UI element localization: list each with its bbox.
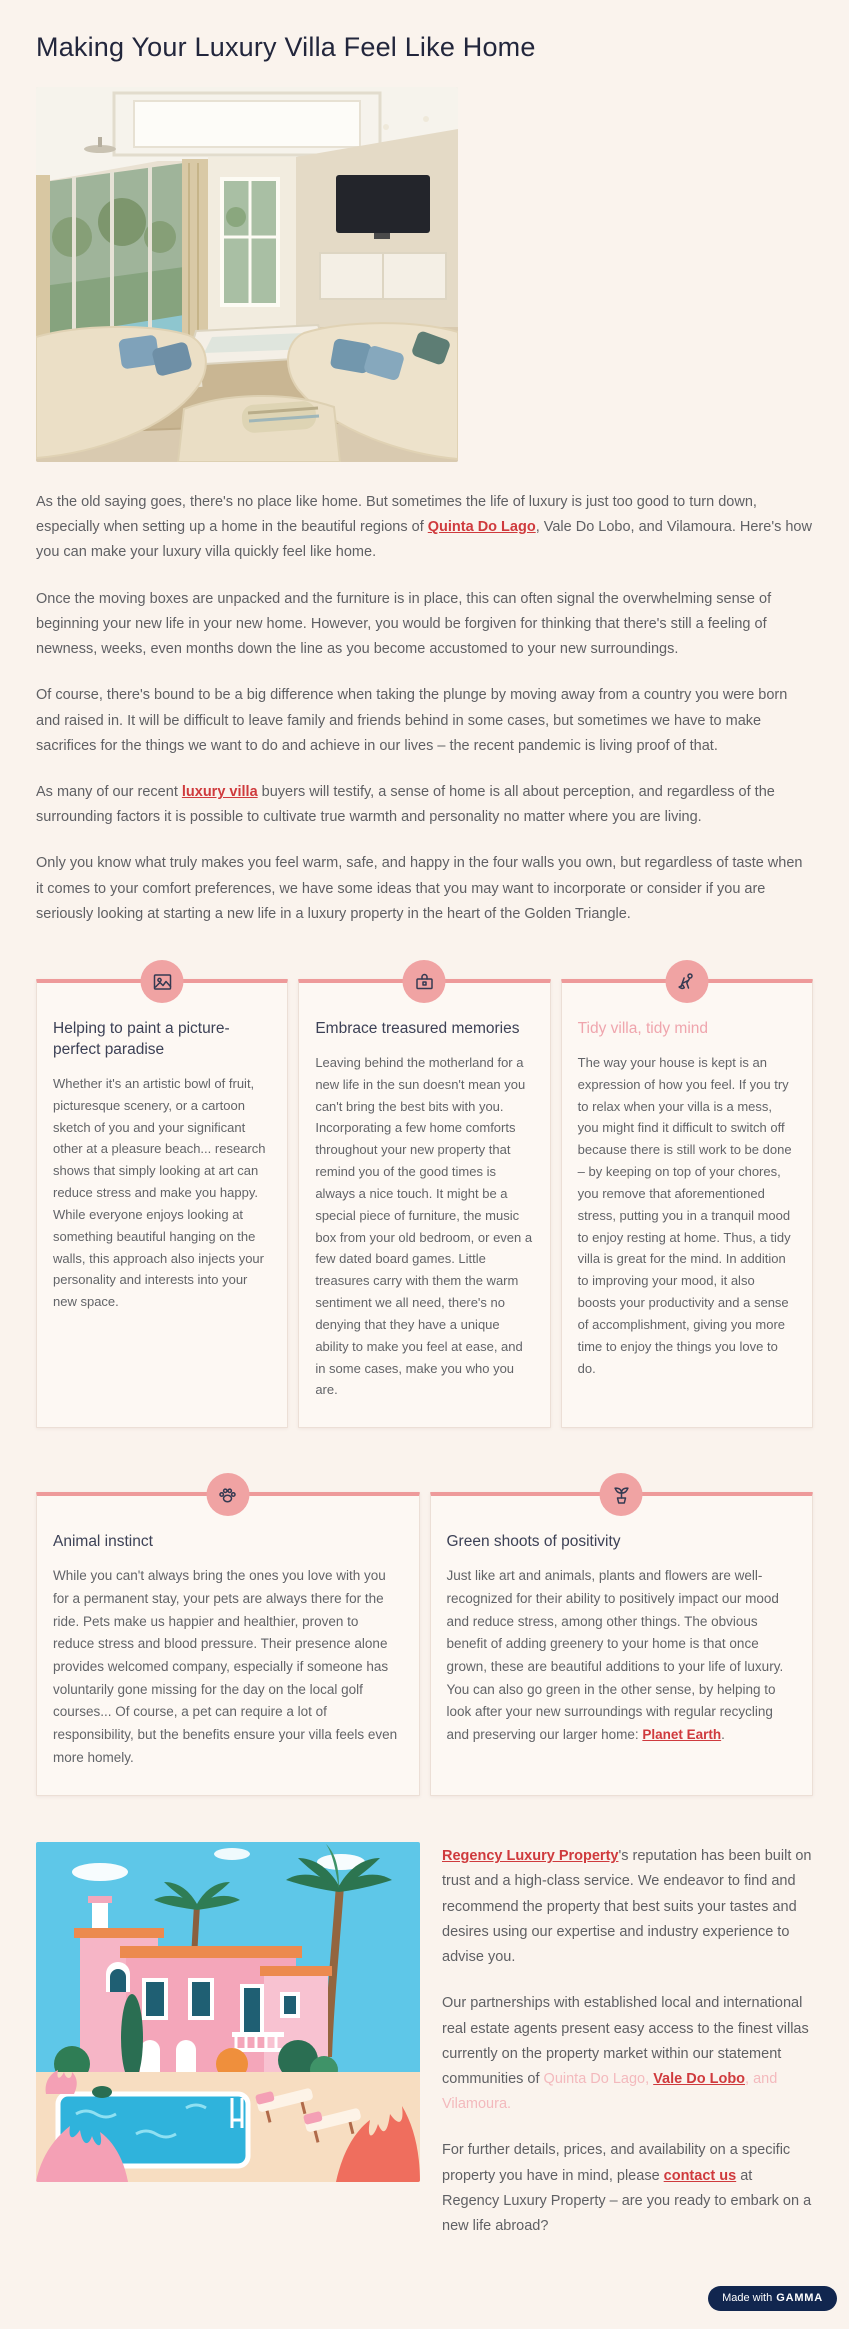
card-green-text-2: . (721, 1726, 725, 1742)
card-green-text: Just like art and animals, plants and flowers are well-recognized for their ability to positively impact our mood and reduce stress, among other things. The obvious benefit of adding greenery to your home is that once grown, these are beautiful additions to your life of luxury. You can also go green in the other sense, by helping to look after your new surroundings with regular recycling and preserving our larger home: (446, 1568, 784, 1742)
intro-p4-text-2: buyers will testify, a sense of home is all about perception, and regardless of the surrounding factors it is possible to cultivate true warmth and personality no matter where you are living. (36, 783, 775, 826)
card-title-picture: Helping to paint a picture-perfect paradise (53, 1020, 230, 1058)
outro-paragraph-1 (442, 1844, 813, 1970)
card-title-memories: Embrace treasured memories (315, 1020, 520, 1038)
intro-p4-text: As many of our recent (36, 783, 182, 800)
intro-p1-text: As the old saying goes, there's no place like home. But sometimes the life of luxury is just too good to turn down, especially when setting up a home in the beautiful regions of (36, 494, 757, 536)
hero-image (36, 87, 458, 462)
quinta-do-lago-light-link[interactable]: Quinta Do Lago, (543, 2070, 654, 2087)
villa-illustration-graphic (36, 1842, 420, 2182)
intro-p1-text-2: , Vale Do Lobo, and Vilamoura. Here's how you can make your luxury villa quickly feel like home. (36, 519, 812, 561)
regency-luxury-property-link[interactable]: Regency Luxury Property (442, 1848, 619, 1865)
paw-icon (206, 1473, 249, 1516)
contact-us-link[interactable]: contact us (663, 2167, 737, 2184)
intro-copy (36, 490, 813, 927)
gamma-logo: GAMMA (776, 2292, 823, 2305)
card-animal-instinct (36, 1492, 420, 1796)
card-tidy-villa (561, 979, 813, 1428)
outro-paragraph-2 (442, 1991, 813, 2117)
potted-plant-icon (600, 1473, 643, 1516)
picture-frame-icon (141, 960, 184, 1003)
card-treasured-memories (298, 979, 550, 1428)
tips-cards-row-1 (36, 979, 813, 1428)
card-body-picture: Whether it's an artistic bowl of fruit, picturesque scenery, or a cartoon sketch of you and your significant other at a pleasure beach... research shows that simply looking at art can reduce stress and make you happy. While everyone enjoys looking at something beautiful hanging on the walls, this approach also injects your personality and interests into your new space. (53, 1075, 266, 1310)
intro-paragraph-4 (36, 780, 813, 830)
page-title: Making Your Luxury Villa Feel Like Home (36, 32, 536, 62)
badge-prefix: Made with (722, 2292, 773, 2305)
quinta-do-lago-link[interactable]: Quinta Do Lago (427, 519, 536, 536)
outro-p3-text-2: at Regency Luxury Property – are you ready to embark on a new life abroad? (442, 2167, 812, 2235)
intro-paragraph-5: Only you know what truly makes you feel warm, safe, and happy in the four walls you own, but regardless of taste when it comes to your comfort preferences, we have some ideas that you may want to incorporate or consider if you are seriously looking at starting a new life in a luxury property in the heart of the Golden Triangle. (36, 855, 803, 922)
outro-p3-text: For further details, prices, and availability on a specific property you have in mind, please (442, 2142, 791, 2184)
card-title-animal: Animal instinct (53, 1533, 153, 1551)
vale-do-lobo-link[interactable]: Vale Do Lobo (653, 2070, 746, 2087)
intro-paragraph-1 (36, 490, 813, 566)
outro-paragraph-3 (442, 2138, 813, 2239)
cleaning-person-glyph (676, 971, 698, 993)
card-body-memories: Leaving behind the motherland for a new life in the sun doesn't mean you can't bring the best bits with you. Incorporating a few home comforts throughout your new property that remind you of the good times is always a nice touch. It might be a special piece of furniture, the music box from your old bedroom, or even a few dated board games. Little treasures carry with them the warm sentiment we all need, there's no denying that they have a unique ability to make you feel at ease, and in some cases, make you who you are. (315, 1054, 533, 1398)
paw-glyph (217, 1484, 239, 1506)
outro-section (36, 1842, 813, 2260)
card-green-shoots (430, 1492, 814, 1796)
card-picture-perfect (36, 979, 288, 1428)
planet-earth-link[interactable]: Planet Earth (642, 1726, 722, 1742)
tips-cards-row-2 (36, 1492, 813, 1796)
memory-box-icon (403, 960, 446, 1003)
outro-copy (442, 1842, 813, 2260)
footer (36, 2286, 837, 2311)
cleaning-person-icon (665, 960, 708, 1003)
card-title-tidy: Tidy villa, tidy mind (577, 1020, 709, 1038)
outro-p1-text: 's reputation has been built on trust and a high-class service. We endeavor to find and recommend the property that best suits your tastes and desires using our expertise and industry experience to advise you. (442, 1848, 812, 1966)
outro-p2-text: Our partnerships with established local and international real estate agents present easy access to the finest villas currently on the property market within our statement communities of (442, 1995, 809, 2087)
card-body-green (447, 1565, 797, 1746)
card-body-animal: While you can't always bring the ones you love with you for a permanent stay, your pets are always there for the ride. Pets make us happier and healthier, proven to reduce stress and blood pressure. Their presence alone provides welcomed company, especially if someone has voluntarily gone missing for the day on the local golf courses... Of course, a pet can require a lot of responsibility, but the benefits ensure your villa feels even more homely. (53, 1568, 398, 1765)
villa-illustration (36, 1842, 420, 2182)
picture-frame-glyph (151, 971, 173, 993)
card-body-tidy: The way your house is kept is an expression of how you feel. If you try to relax when your villa is a mess, you might find it difficult to switch off because there is still work to be done – by keeping on top of your chores, you remove that aforementioned stress, putting you in a tranquil mood to enjoy resting at home. Thus, a tidy villa is great for the mind. In addition to improving your mood, it also boosts your productivity and a sense of accomplishment, giving you more time to enjoy the things you love to do. (577, 1054, 792, 1376)
intro-paragraph-3: Of course, there's bound to be a big difference when taking the plunge by moving away from a country you were born and raised in. It will be difficult to leave family and friends behind in some cases, but sometimes we have to make sacrifices for the things we want to do and achieve in our lives – the recent pandemic is living proof of that. (36, 687, 788, 754)
vilamoura-light-link[interactable]: , and Vilamoura. (442, 2070, 778, 2113)
intro-paragraph-2: Once the moving boxes are unpacked and the furniture is in place, this can often signal the overwhelming sense of beginning your new life in your new home. However, you would be forgiven for thinking that there's still a feeling of newness, weeks, even months down the line as you become accustomed to your new surroundings. (36, 590, 772, 658)
hero-image-graphic (36, 87, 458, 462)
card-title-green: Green shoots of positivity (446, 1533, 621, 1551)
made-with-gamma-badge[interactable] (708, 2286, 837, 2311)
memory-box-glyph (413, 971, 435, 993)
luxury-villa-link[interactable]: luxury villa (181, 783, 258, 800)
potted-plant-glyph (610, 1484, 632, 1506)
